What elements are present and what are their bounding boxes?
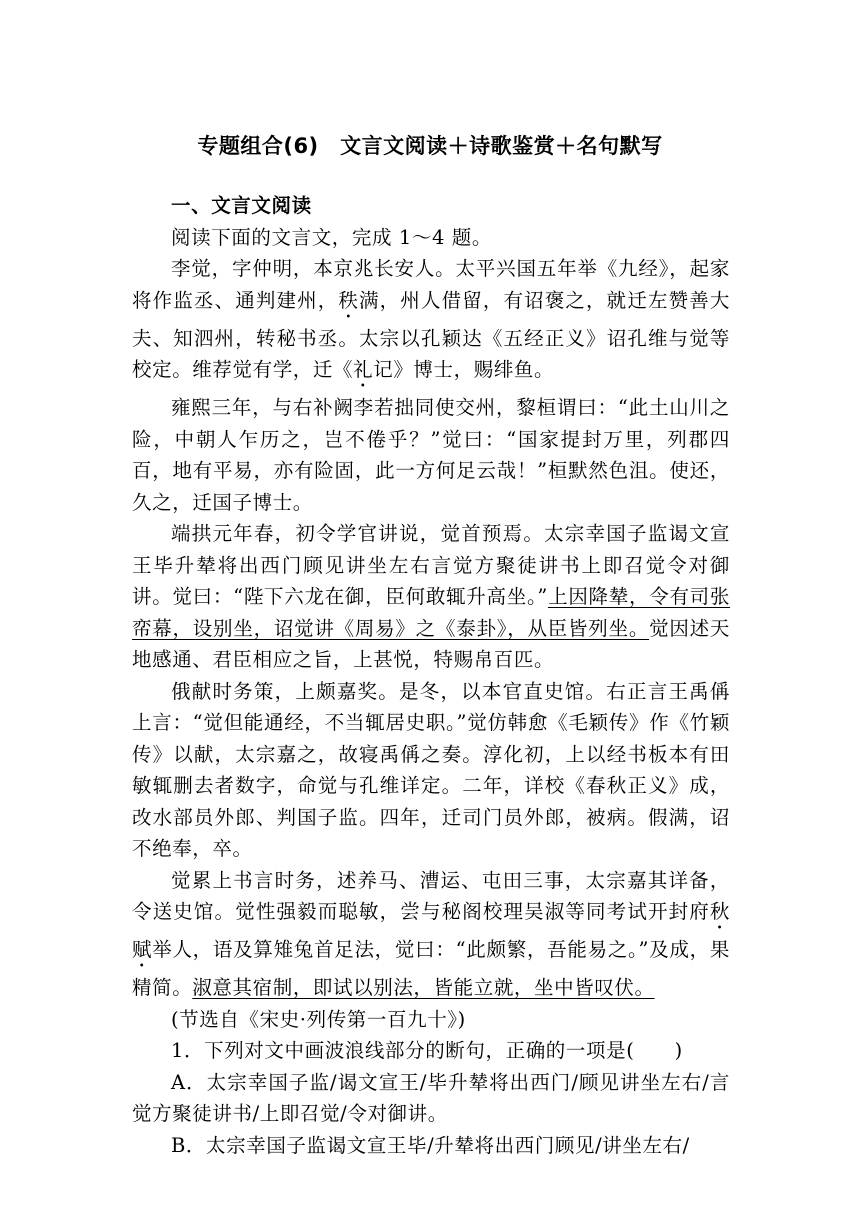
p1-dotted-1: 秩 bbox=[338, 288, 360, 312]
question-1-option-b: B．太宗幸国子监谒文宣王毕/升辇将出西门顾见/讲坐左右/ bbox=[171, 1133, 690, 1157]
source-note: (节选自《宋史·列传第一百九十》) bbox=[171, 1007, 466, 1031]
p1-text-a: 李觉，字仲明，本京兆长安人。太平兴国五年举《九经》，起家将作监丞、通判建州， bbox=[132, 257, 730, 312]
passage-paragraph-5 bbox=[132, 865, 730, 1004]
passage-paragraph-3 bbox=[132, 518, 730, 676]
passage-paragraph-1 bbox=[132, 253, 730, 392]
p5-text-b: 举人，语及算雉兔首足法，觉曰：“此颇繁，吾能易之。”及成，果精简。 bbox=[132, 938, 730, 999]
p1-text-b: 满，州人借留，有诏褒之，就迁左赞善大夫、知泗州，转秘书丞。太宗以孔颖达《五经正义》诏孔维与觉等校定。维荐觉有学，迁《 bbox=[132, 288, 730, 381]
page-title: 专题组合(6) 文言文阅读＋诗歌鉴赏＋名句默写 bbox=[197, 134, 663, 158]
p1-dotted-2: 礼 bbox=[353, 358, 374, 381]
question-1-option-a: A．太宗幸国子监/谒文宣王/毕升辇将出西门/顾见讲坐左右/言觉方聚徒讲书/上即召觉/令对御讲。 bbox=[132, 1070, 730, 1125]
p3-underlined-sentence: 上因降辇，令有司张帟幕，设别坐，诏觉讲《周易》之《泰卦》，从臣皆列坐。 bbox=[132, 585, 730, 640]
instruction-text: 阅读下面的文言文，完成 1～4 题。 bbox=[171, 225, 493, 249]
p3-text-a: 端拱元年春，初令学官讲说，觉首预焉。 bbox=[171, 522, 545, 545]
p3-wavy-segment: 太宗幸国子监谒文宣王毕升辇将出西门顾见讲坐左右言觉方聚徒讲书上即召觉令对御讲 bbox=[132, 522, 730, 608]
passage-paragraph-2: 雍熙三年，与右补阙李若拙同使交州，黎桓谓曰：“此土山川之险，中朝人乍历之，岂不倦乎？”觉曰：“国家提封万里，列郡四百，地有平易，亦有险固，此一方何足云哉！”桓默然色沮。使还，久之，迁国子博士。 bbox=[132, 396, 730, 514]
section-heading: 一、文言文阅读 bbox=[171, 194, 312, 217]
p3-text-b: 。觉曰：“陛下六龙在御，臣何敢辄升高坐。” bbox=[152, 585, 548, 608]
p1-text-c: 记》博士，赐绯鱼。 bbox=[373, 358, 555, 381]
p5-underlined-sentence: 淑意其宿制，即试以别法，皆能立就，坐中皆叹伏。 bbox=[192, 976, 655, 999]
p5-dotted: 秋赋 bbox=[132, 900, 730, 961]
passage-paragraph-4: 俄献时务策，上颇嘉奖。是冬，以本官直史馆。右正言王禹偁上言：“觉但能通经，不当辄居史职。”觉仿韩愈《毛颖传》作《竹颖传》以献，太宗嘉之，故寝禹偁之奏。淳化初，上以经书板本有田敏辄删去者数字，命觉与孔维详定。二年，详校《春秋正义》成，改水部员外郎、判国子监。四年，迁司门员外郎，被病。假满，诏不绝奉，卒。 bbox=[132, 679, 730, 860]
content-body bbox=[132, 190, 730, 1161]
question-1-stem: 1．下列对文中画波浪线部分的断句，正确的一项是( ) bbox=[171, 1039, 683, 1062]
p5-text-a: 觉累上书言时务，述养马、漕运、屯田三事，太宗嘉其详备，令送史馆。觉性强毅而聪敏，尝与秘阁校理吴淑等同考试开封府 bbox=[132, 868, 730, 923]
p3-text-c: 觉因述天地感通、君臣相应之旨，上甚悦，特赐帛百匹。 bbox=[132, 616, 730, 671]
